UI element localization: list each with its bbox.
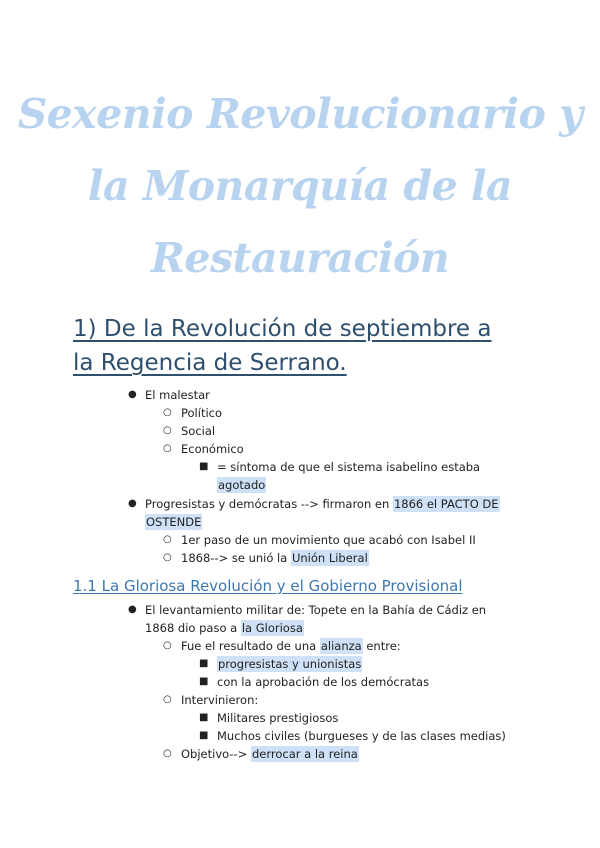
document-title — [0, 78, 600, 294]
highlight-agotado: agotado — [218, 478, 266, 492]
list-item-resultado — [181, 637, 401, 655]
bullet-square: ■ — [199, 712, 209, 723]
title-line-1: Sexenio Revolucionario y — [17, 90, 583, 138]
list-item-aprobacion: con la aprobación de los demócratas — [217, 675, 430, 689]
list-item-economico: Económico — [181, 442, 244, 456]
resultado-text: Fue el resultado de una — [181, 639, 320, 653]
bullet-circle: ○ — [163, 640, 172, 651]
list-item-levantamiento-cont — [145, 619, 304, 637]
bullet-circle: ○ — [163, 748, 172, 759]
highlight-union-liberal: Unión Liberal — [291, 551, 368, 565]
list-item-primer-paso: 1er paso de un movimiento que acabó con Isabel II — [181, 533, 476, 547]
bullet-square: ■ — [199, 676, 209, 687]
list-item-intervinieron: Intervinieron: — [181, 693, 259, 707]
highlight-pacto: 1866 el PACTO DE — [393, 497, 499, 511]
bullet-disc: ● — [128, 604, 137, 615]
levantamiento-text: 1868 dio paso a — [145, 621, 241, 635]
list-item-progresistas — [145, 495, 500, 513]
anio-text: 1868--> se unió la — [181, 551, 291, 565]
bullet-circle: ○ — [163, 534, 172, 545]
highlight-ostende: OSTENDE — [146, 515, 202, 529]
list-item-1868 — [181, 549, 369, 567]
section-1-heading — [73, 312, 573, 380]
bullet-circle: ○ — [163, 425, 172, 436]
highlight-alianza: alianza — [320, 639, 362, 653]
list-item-militares: Militares prestigiosos — [217, 711, 339, 725]
list-item-objetivo — [181, 745, 359, 763]
list-item-sintoma-cont — [217, 476, 266, 494]
highlight-gloriosa: la Gloriosa — [241, 621, 303, 635]
title-line-2: la Monarquía de la — [87, 162, 513, 210]
bullet-circle: ○ — [163, 552, 172, 563]
section-1-heading-line-2: la Regencia de Serrano. — [73, 350, 347, 376]
list-item-malestar: El malestar — [145, 388, 210, 402]
list-item-sintoma: = síntoma de que el sistema isabelino estaba — [217, 460, 481, 474]
list-item-levantamiento: El levantamiento militar de: Topete en la Bahía de Cádiz en — [145, 603, 487, 617]
list-item-civiles: Muchos civiles (burgueses y de las clases medias) — [217, 729, 506, 743]
title-line-3: Restauración — [150, 234, 450, 282]
objetivo-text: Objetivo--> — [181, 747, 251, 761]
bullet-circle: ○ — [163, 407, 172, 418]
list-item-progresistas-unionistas — [217, 655, 362, 673]
bullet-square: ■ — [199, 658, 209, 669]
list-item-politico: Político — [181, 406, 223, 420]
bullet-square: ■ — [199, 461, 209, 472]
bullet-circle: ○ — [163, 443, 172, 454]
list-item-social: Social — [181, 424, 216, 438]
list-item-progresistas-cont — [145, 513, 202, 531]
bullet-circle: ○ — [163, 694, 172, 705]
progresistas-text: Progresistas y demócratas --> firmaron en — [145, 497, 393, 511]
bullet-disc: ● — [128, 389, 137, 400]
bullet-square: ■ — [199, 730, 209, 741]
highlight-progresistas-unionistas: progresistas y unionistas — [218, 657, 362, 671]
highlight-derrocar: derrocar a la reina — [251, 747, 358, 761]
bullet-disc: ● — [128, 498, 137, 509]
section-2-heading: 1.1 La Gloriosa Revolución y el Gobierno Provisional — [73, 577, 463, 595]
section-1-heading-line-1: 1) De la Revolución de septiembre a — [73, 316, 492, 342]
resultado-text-end: entre: — [362, 639, 401, 653]
